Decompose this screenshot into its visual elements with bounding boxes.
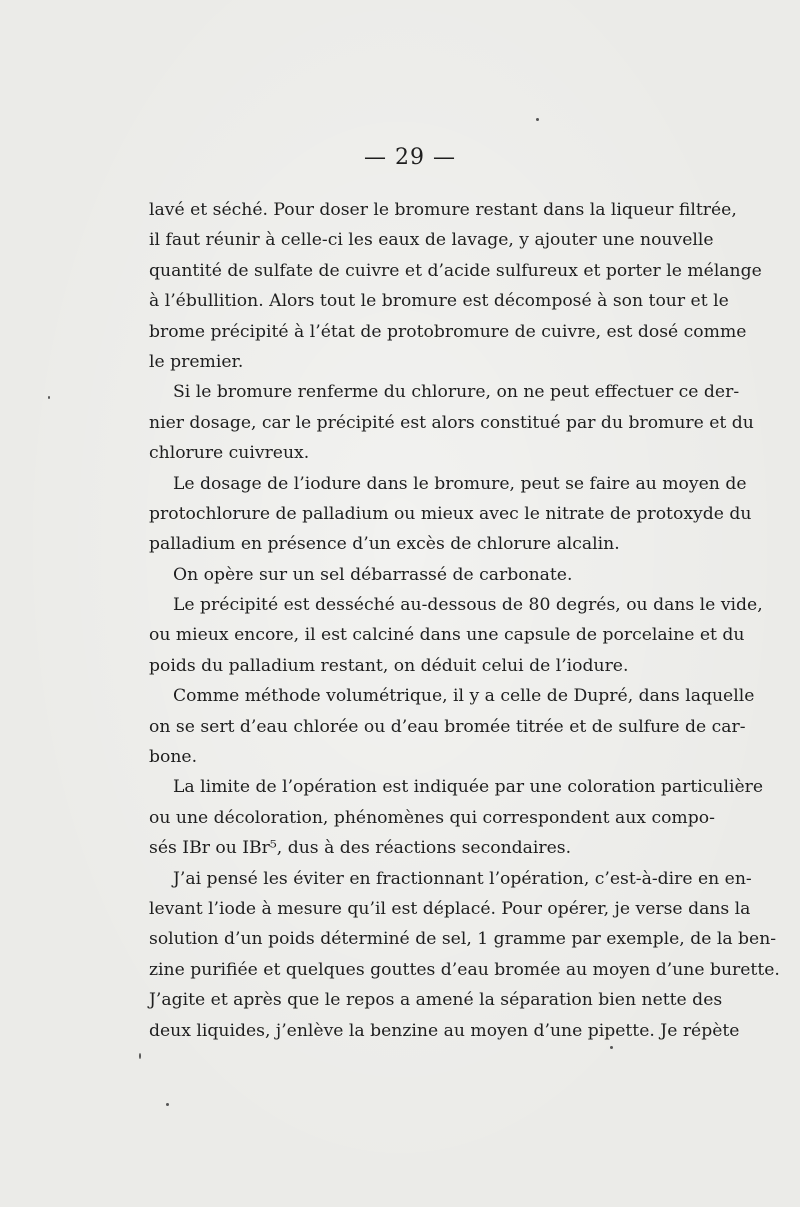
text-line: levant l’iode à mesure qu’il est déplacé. Pour opérer, je verse dans la <box>149 898 751 919</box>
text-line: Comme méthode volumétrique, il y a celle de Dupré, dans laquelle <box>173 686 755 707</box>
ink-speck <box>139 1053 141 1059</box>
text-line: deux liquides, j’enlève la benzine au moyen d’une pipette. Je répète <box>149 1020 740 1041</box>
text-line: bone. <box>149 747 198 768</box>
text-line: sés IBr ou IBr⁵, dus à des réactions secondaires. <box>149 838 572 859</box>
ink-speck <box>610 1046 613 1049</box>
text-line: La limite de l’opération est indiquée par une coloration particulière <box>173 777 764 798</box>
ink-speck <box>166 1103 169 1106</box>
text-line: protochlorure de palladium ou mieux avec le nitrate de protoxyde du <box>149 503 752 524</box>
text-line: brome précipité à l’état de protobromure de cuivre, est dosé comme <box>149 321 747 342</box>
text-line: Le précipité est desséché au-dessous de 80 degrés, ou dans le vide, <box>173 595 763 616</box>
text-line: solution d’un poids déterminé de sel, 1 gramme par exemple, de la ben- <box>149 929 777 950</box>
text-line: On opère sur un sel débarrassé de carbonate. <box>173 564 573 585</box>
text-line: nier dosage, car le précipité est alors constitué par du bromure et du <box>149 412 754 433</box>
text-line: poids du palladium restant, on déduit celui de l’iodure. <box>149 655 629 676</box>
text-line: à l’ébullition. Alors tout le bromure est décomposé à son tour et le <box>149 291 729 312</box>
ink-speck <box>536 118 539 121</box>
text-line: ou mieux encore, il est calciné dans une capsule de porcelaine et du <box>149 625 745 646</box>
text-line: Si le bromure renferme du chlorure, on ne peut effectuer ce der- <box>173 382 740 403</box>
text-line: J’ai pensé les éviter en fractionnant l’opération, c’est-à-dire en en- <box>173 868 752 889</box>
text-line: quantité de sulfate de cuivre et d’acide sulfureux et porter le mélange <box>149 260 762 281</box>
text-line: on se sert d’eau chlorée ou d’eau bromée titrée et de sulfure de car- <box>149 716 746 737</box>
text-line: palladium en présence d’un excès de chlorure alcalin. <box>149 534 620 555</box>
text-line: il faut réunir à celle-ci les eaux de lavage, y ajouter une nouvelle <box>149 230 714 251</box>
body-text <box>149 195 780 1046</box>
text-line: chlorure cuivreux. <box>149 443 310 464</box>
page-number: — 29 — <box>364 145 456 170</box>
text-line: J’agite et après que le repos a amené la séparation bien nette des <box>149 990 723 1011</box>
text-line: Le dosage de l’iodure dans le bromure, peut se faire au moyen de <box>173 473 747 494</box>
text-line: lavé et séché. Pour doser le bromure restant dans la liqueur filtrée, <box>149 200 737 220</box>
ink-speck <box>48 396 50 399</box>
text-line: le premier. <box>149 351 244 372</box>
text-line: zine purifiée et quelques gouttes d’eau bromée au moyen d’une burette. <box>149 959 780 980</box>
text-line: ou une décoloration, phénomènes qui correspondent aux compo- <box>149 807 715 828</box>
